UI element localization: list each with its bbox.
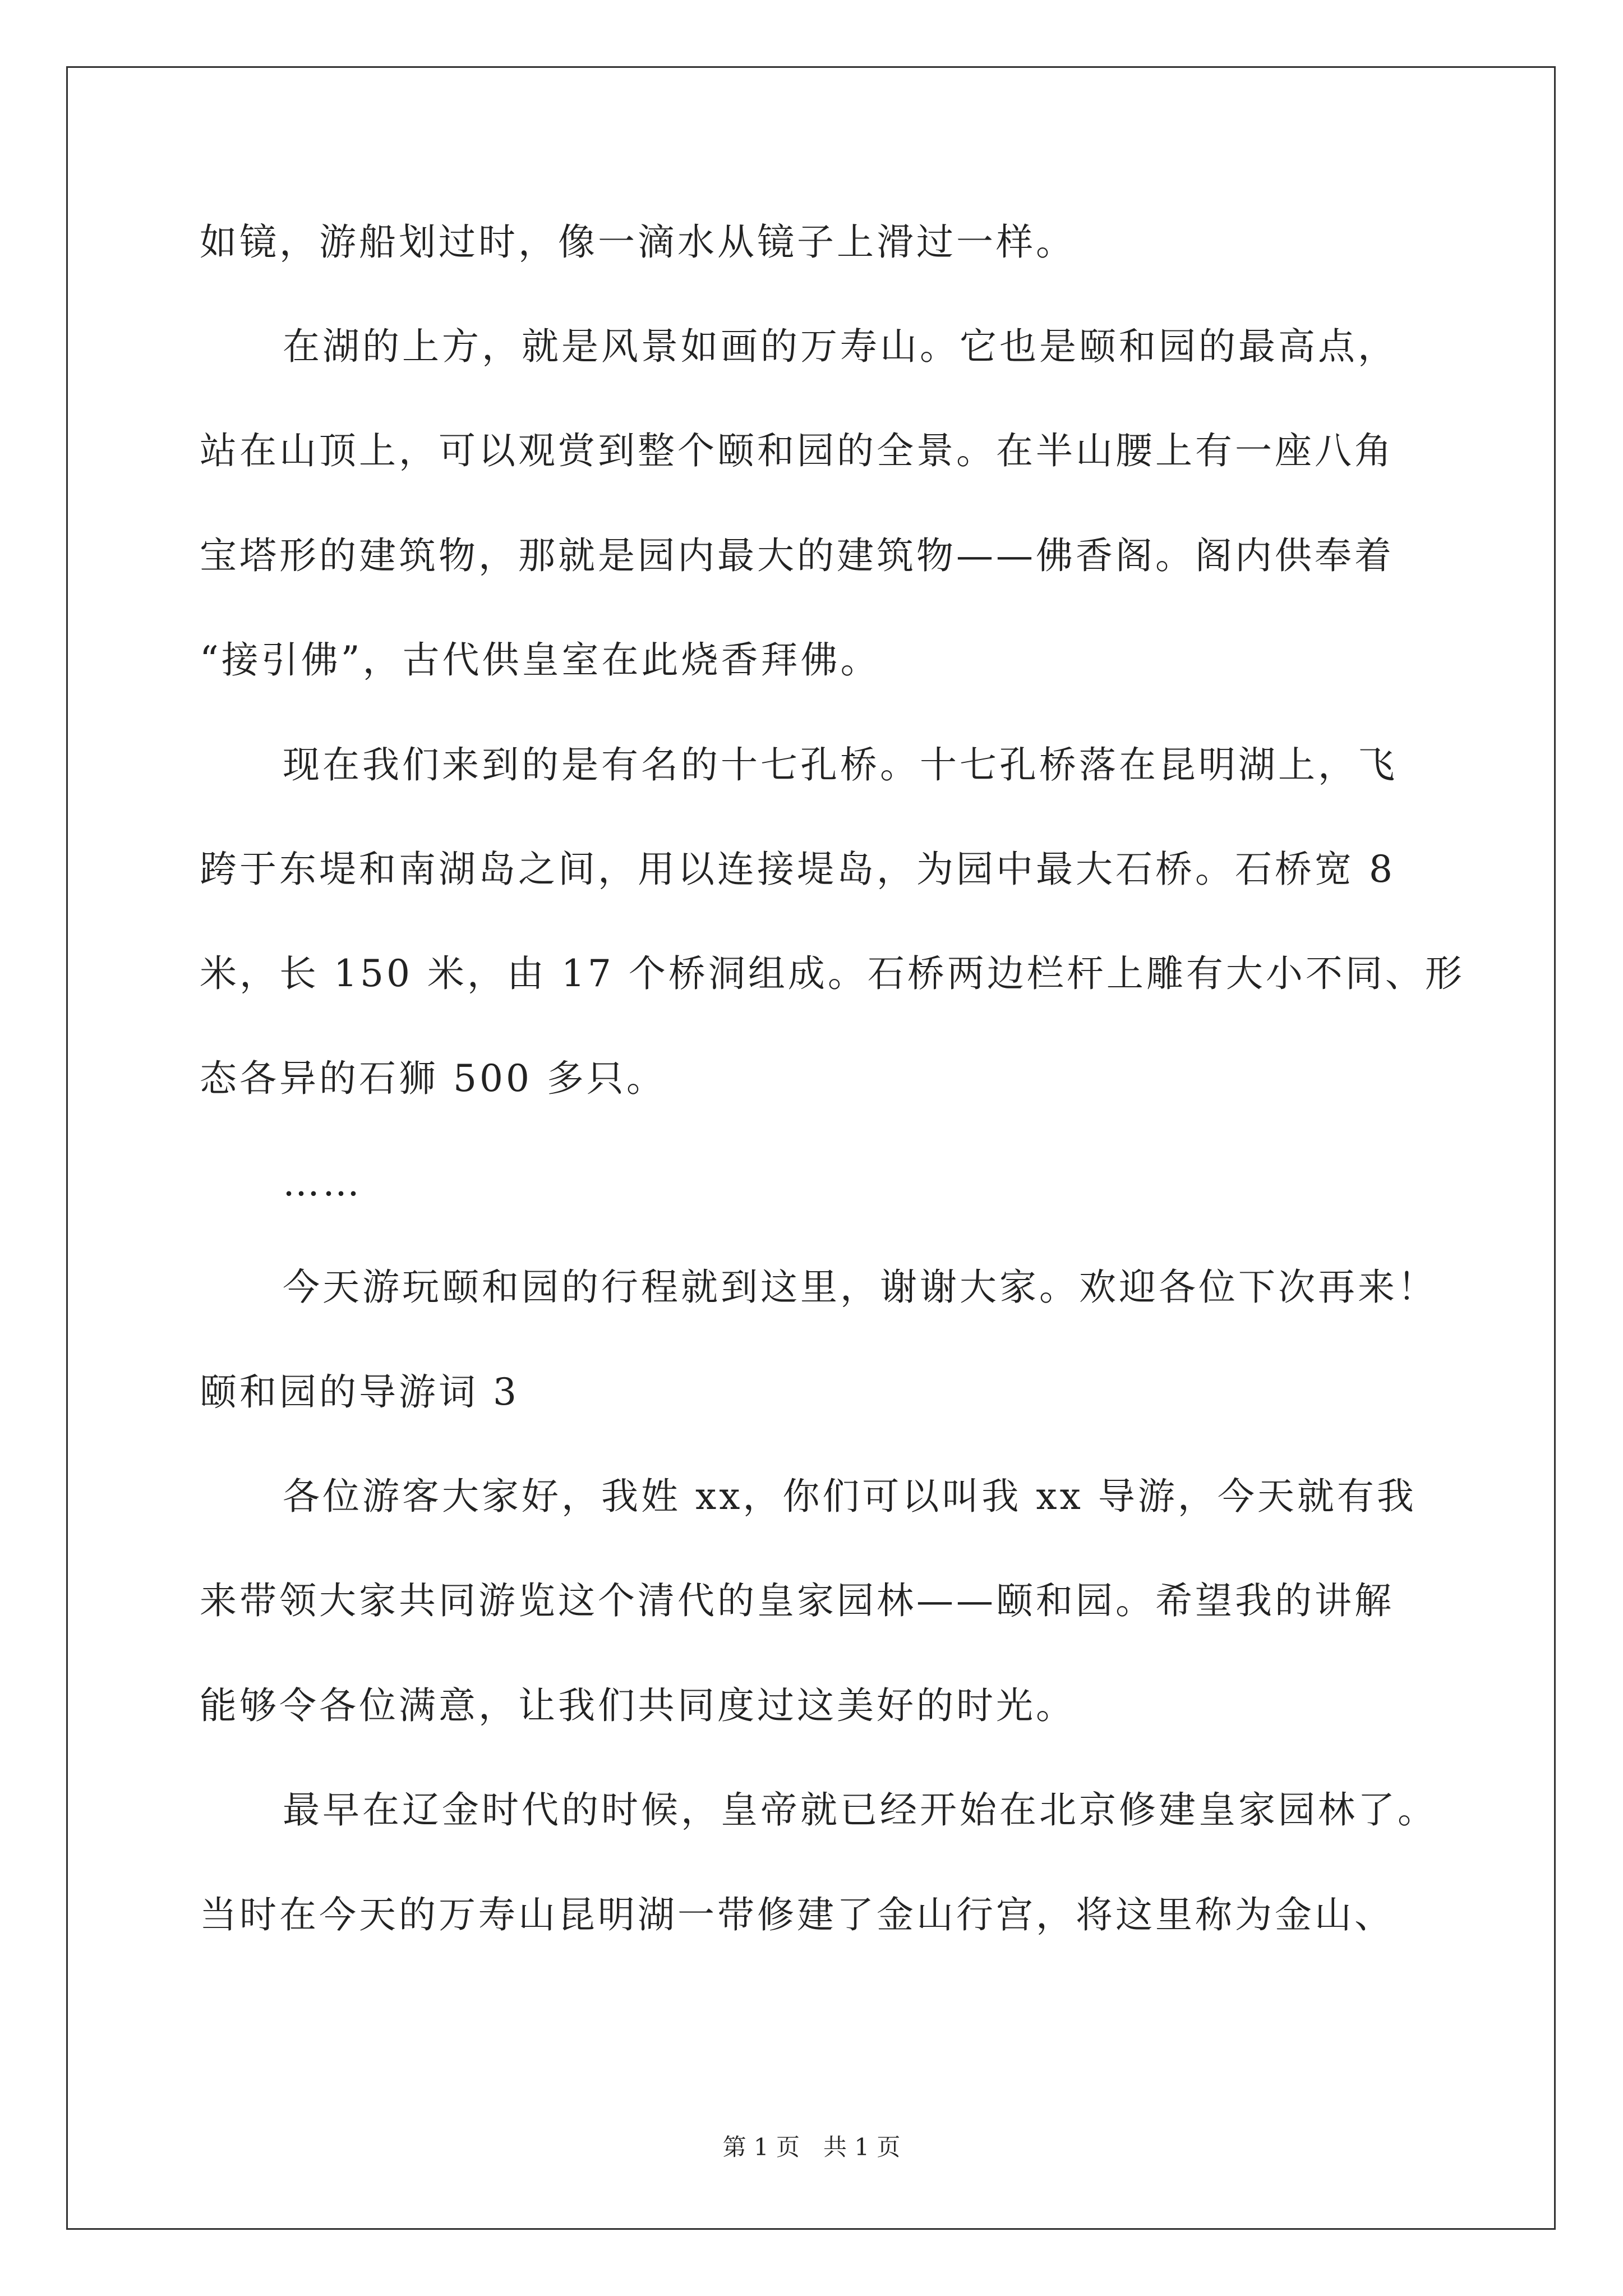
text-line-5: “接引佛”，古代供皇室在此烧香拜佛。 [200, 638, 880, 682]
section-heading: 颐和园的导游词 3 [200, 1370, 519, 1414]
text-line-3: 站在山顶上，可以观赏到整个颐和园的全景。在半山腰上有一座八角 [200, 429, 1394, 472]
text-line-9: 态各异的石狮 500 多只。 [200, 1057, 666, 1100]
text-line-14: 来带领大家共同游览这个清代的皇家园林——颐和园。希望我的讲解 [200, 1579, 1394, 1622]
text-line-7: 跨于东堤和南湖岛之间，用以连接堤岛，为园中最大石桥。石桥宽 8 [200, 848, 1395, 891]
text-line-1: 如镜，游船划过时，像一滴水从镜子上滑过一样。 [200, 220, 1076, 264]
text-line-4: 宝塔形的建筑物，那就是园内最大的建筑物——佛香阁。阁内供奉着 [200, 534, 1394, 577]
text-line-13: 各位游客大家好，我姓 xx，你们可以叫我 xx 导游，今天就有我 [283, 1475, 1417, 1518]
page-number-footer: 第 1 页 共 1 页 [722, 2133, 901, 2161]
text-line-6: 现在我们来到的是有名的十七孔桥。十七孔桥落在昆明湖上，飞 [283, 743, 1398, 786]
text-line-2: 在湖的上方，就是风景如画的万寿山。它也是颐和园的最高点， [283, 325, 1398, 368]
text-line-15: 能够令各位满意，让我们共同度过这美好的时光。 [200, 1684, 1076, 1727]
text-line-17: 当时在今天的万寿山昆明湖一带修建了金山行宫，将这里称为金山、 [200, 1893, 1394, 1936]
text-line-10: …… [283, 1161, 362, 1204]
text-line-11: 今天游玩颐和园的行程就到这里，谢谢大家。欢迎各位下次再来！ [283, 1266, 1437, 1309]
text-line-16: 最早在辽金时代的时候，皇帝就已经开始在北京修建皇家园林了。 [283, 1788, 1437, 1832]
text-line-8: 米，长 150 米，由 17 个桥洞组成。石桥两边栏杆上雕有大小不同、形 [200, 952, 1465, 995]
